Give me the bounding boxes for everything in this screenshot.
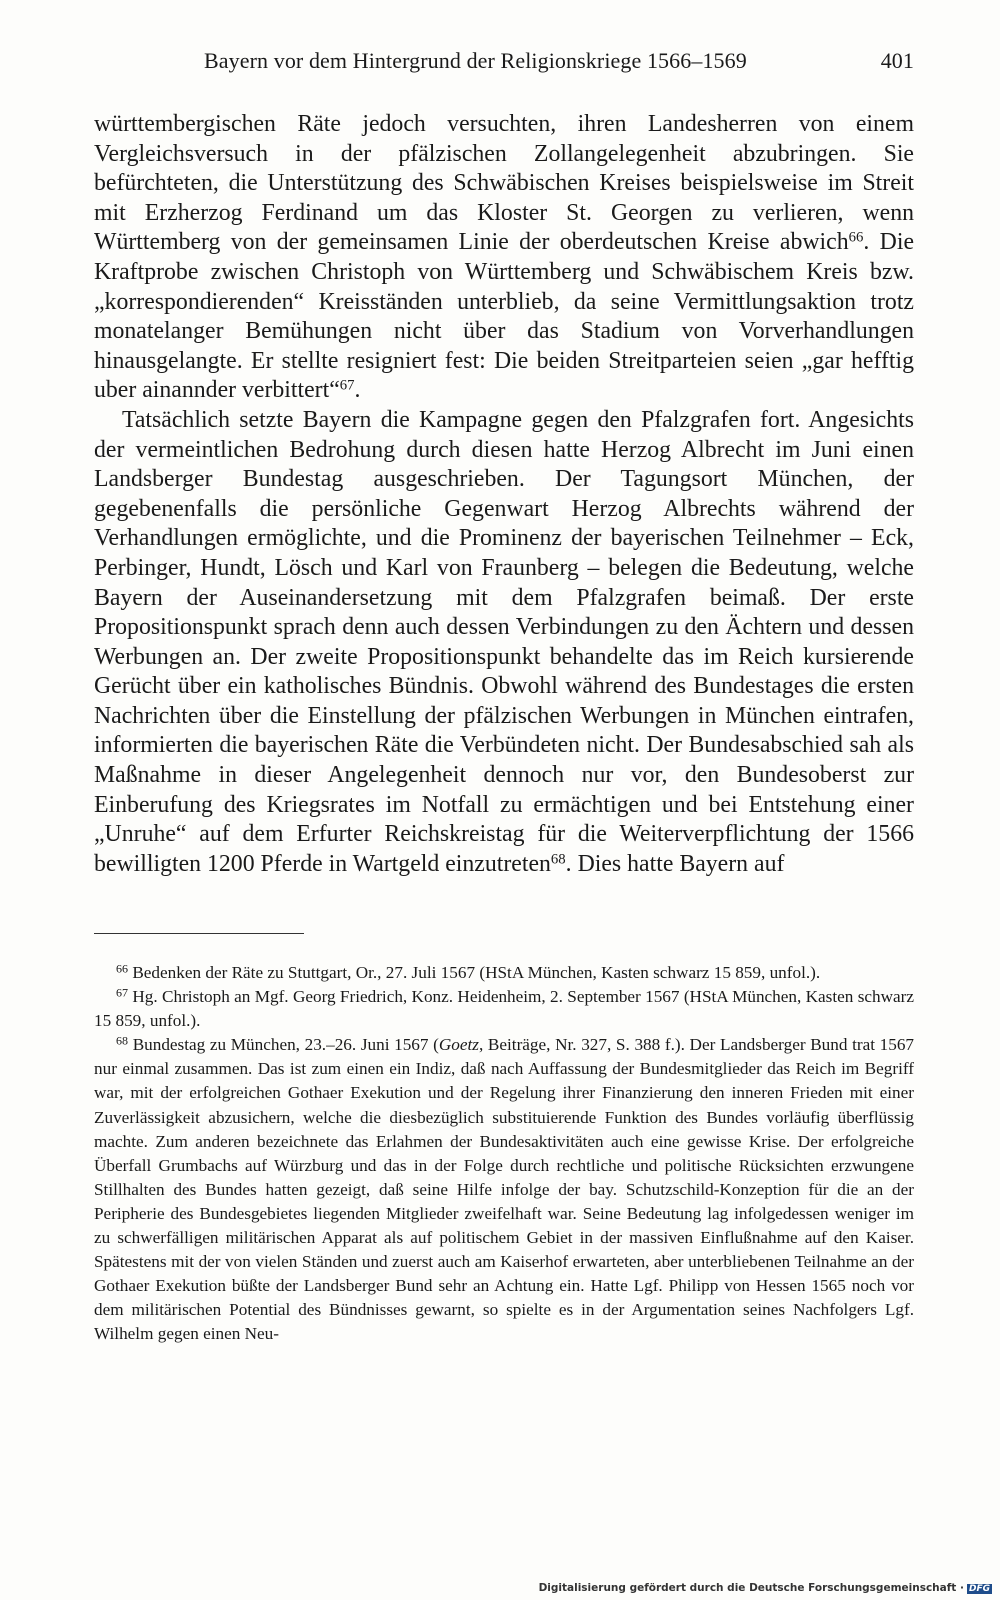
footnote-number: 66 (116, 961, 129, 976)
footnote-66 (94, 961, 914, 985)
footnote-ref-68: 68 (550, 851, 566, 868)
paragraph-1-text-a: württembergischen Räte jedoch versuchten, ihren Landesherren von einem Vergleichsversuch in der pfälzischen Zollangelegenheit abzubringen. Sie befürchteten, die Unterstützung des Schwäbischen Kreises beispielsweise im Streit mit Erzherzog Ferdinand um das Kloster St. Georgen zu verlieren, wenn Württemberg von der gemeinsamen Linie der oberdeutschen Kreise abwich (94, 111, 914, 256)
footnote-number: 67 (116, 985, 129, 1000)
digitization-credit (539, 1582, 992, 1594)
paragraph-2 (94, 406, 914, 880)
paragraph-2-text-b: . Dies hatte Bayern auf (565, 850, 785, 877)
dfg-logo: DFG (968, 1584, 990, 1594)
paragraph-2-text-a: Tatsächlich setzte Bayern die Kampagne gegen den Pfalzgrafen fort. Angesichts der vermeintlichen Bedrohung durch diesen hatte Herzog Albrecht im Juni einen Landsberger Bundestag ausgeschrieben. Der Tagungsort München, der gegebenenfalls die persönliche Gegenwart Herzog Albrechts während der Verhandlungen ermöglichte, und die Prominenz der bayerischen Teilnehmer – Eck, Perbinger, Hundt, Lösch und Karl von Fraunberg – belegen die Bedeutung, welche Bayern der Auseinandersetzung mit dem Pfalzgrafen beimaß. Der erste Propositionspunkt sprach denn auch dessen Verbindungen zu den Ächtern und dessen Werbungen an. Der zweite Propositionspunkt behandelte das im Reich kursierende Gerücht über ein katholisches Bündnis. Obwohl während des Bundestages die ersten Nachrichten über die Einstellung der pfälzischen Werbungen in München eintrafen, informierten die bayerischen Räte die Verbündeten nicht. Der Bundesabschied sah als Maßnahme in dieser Angelegenheit dennoch nur vor, den Bundesoberst zur Einberufung des Kriegsrates im Notfall zu ermächtigen und bei Entstehung einer „Unruhe“ auf dem Erfurter Reichskreistag für die Weiterverpflichtung der 1566 bewilligten 1200 Pferde in Wartgeld einzutreten (94, 406, 914, 877)
footnotes (94, 961, 914, 1347)
footnote-author-italic: Goetz (438, 1035, 479, 1055)
footnote-68 (94, 1033, 914, 1346)
paragraph-1-text-b: . Die Kraftprobe zwischen Christoph von Württemberg und Schwäbischem Kreis bzw. „korrespondierenden“ Kreisständen unterblieb, da seine Vermittlungsaktion trotz monatelanger Bemühungen nicht über das Stadium von Vorverhandlungen hinausgelangte. Er stellte resigniert fest: Die beiden Streitparteien seien „gar hefftig uber ainannder verbittert“ (94, 229, 915, 404)
page-number: 401 (880, 48, 914, 73)
footnote-text: Hg. Christoph an Mgf. Georg Friedrich, Konz. Heidenheim, 2. September 1567 (HStA München, Kasten schwarz 15 859, unfol.). (94, 987, 914, 1031)
paragraph-1 (94, 110, 914, 406)
footnote-text-pre: Bundestag zu München, 23.–26. Juni 1567 ( (132, 1035, 439, 1055)
footnote-number: 68 (116, 1033, 129, 1048)
paragraph-1-text-c: . (354, 377, 361, 404)
footnote-separator (94, 933, 304, 934)
footnote-67 (94, 985, 914, 1033)
footnote-ref-67: 67 (339, 377, 355, 394)
credit-text: Digitalisierung gefördert durch die Deutsche Forschungsgemeinschaft · (538, 1582, 964, 1594)
footnote-text-post: , Beiträge, Nr. 327, S. 388 f.). Der Landsberger Bund trat 1567 nur einmal zusammen. Das ist zum einen ein Indiz, daß nach Auffassung der Bundesmitglieder das Reich im Begriff war, mit der erfolgreichen Gothaer Exekution und der Regelung ihrer Finanzierung den inneren Frieden mit einer Zuverlässigkeit abzusichern, welche die diesbezüglich substituierende Funktion des Bundes vorläufig überflüssig machte. Zum anderen bezeichnete das Erlahmen der Bundesaktivitäten auch eine gewisse Krise. Der erfolgreiche Überfall Grumbachs auf Würzburg und das in der Folge durch rechtliche und politische Rücksichten erzwungene Stillhalten des Bundes hatten gezeigt, daß seine Hilfe infolge der bay. Schutzschild-Konzeption für die an der Peripherie des Bundesgebietes liegenden Mitglieder zweifelhaft war. Seine Bedeutung lag infolgedessen weniger im zu schwerfälligen militärischen Apparat als auf politischem Gebiet in der massiven Einflußnahme auf den Kaiser. Spätestens mit der von vielen Ständen und zuerst auch am Kaiserhof erwarteten, aber unterbliebenen Teilnahme an der Gothaer Exekution büßte der Landsberger Bund sehr an Achtung ein. Hatte Lgf. Philipp von Hessen 1565 noch vor dem militärischen Potential des Bündnisses gewarnt, so spielte es in der Argumentation seines Nachfolgers Lgf. Wilhelm gegen einen Neu- (94, 1035, 915, 1344)
footnote-text: Bedenken der Räte zu Stuttgart, Or., 27. Juli 1567 (HStA München, Kasten schwarz 15 859, unfol.). (132, 963, 821, 982)
main-text (94, 110, 914, 879)
footnote-ref-66: 66 (848, 230, 864, 246)
running-head-title: Bayern vor dem Hintergrund der Religionskriege 1566–1569 (204, 48, 747, 73)
